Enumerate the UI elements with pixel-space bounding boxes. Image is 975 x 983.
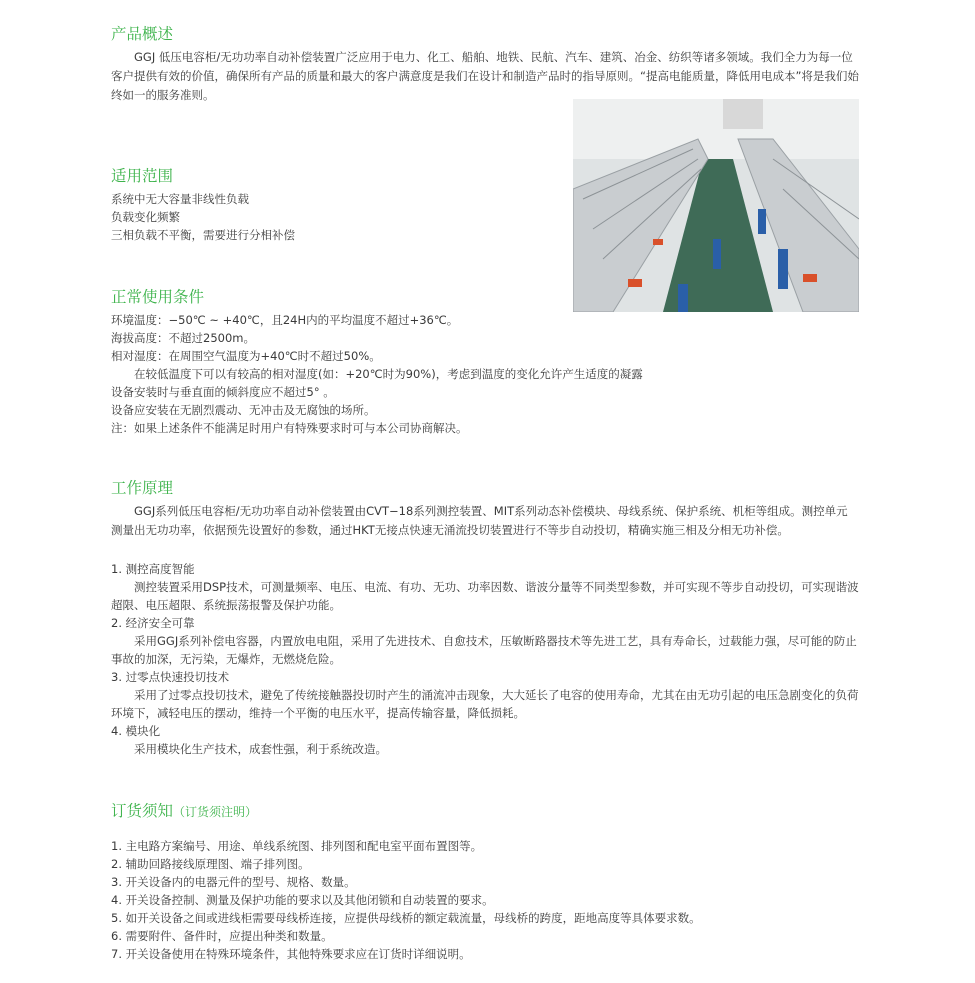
condition-item: 海拔高度：不超过2500m。 (111, 331, 255, 345)
ordering-item: 2. 辅助回路接线原理图、端子排列图。 (111, 857, 310, 871)
scope-item: 三相负载不平衡，需要进行分相补偿 (111, 228, 295, 242)
scope-item: 系统中无大容量非线性负载 (111, 192, 249, 206)
principle-intro (111, 502, 859, 540)
scope-list (111, 190, 859, 244)
ordering-item: 4. 开关设备控制、测量及保护功能的要求以及其他闭锁和自动装置的要求。 (111, 893, 494, 907)
ordering-item: 5. 如开关设备之间或进线柜需要母线桥连接，应提供母线桥的额定载流量，母线桥的跨度，距地高度等具体要求数。 (111, 911, 701, 925)
conditions-heading: 正常使用条件 (111, 288, 205, 306)
principle-features (111, 560, 859, 758)
ordering-title: 订货须知 (111, 802, 174, 820)
ordering-item: 3. 开关设备内的电器元件的型号、规格、数量。 (111, 875, 356, 889)
principle-heading: 工作原理 (111, 479, 174, 497)
ordering-list (111, 837, 859, 963)
condition-item: 设备应安装在无剧烈震动、无冲击及无腐蚀的场所。 (111, 403, 376, 417)
ordering-item: 7. 开关设备使用在特殊环境条件，其他特殊要求应在订货时详细说明。 (111, 947, 471, 961)
feature-text: 采用GGJ系列补偿电容器，内置放电电阻，采用了先进技术、自愈技术，压敏断路器技术等先进工艺，具有寿命长，过载能力强，尽可能的防止事故的加深，无污染，无爆炸，无燃烧危险。 (111, 634, 857, 666)
ordering-item: 1. 主电路方案编号、用途、单线系统图、排列图和配电室平面布置图等。 (111, 839, 483, 853)
feature-title: 3. 过零点快速投切技术 (111, 670, 230, 684)
condition-item: 环境温度：−50℃ ~ +40℃，且24H内的平均温度不超过+36℃。 (111, 313, 459, 327)
feature-text: 采用了过零点投切技术，避免了传统接触器投切时产生的涌流冲击现象，大大延长了电容的使用寿命，尤其在由无功引起的电压急剧变化的负荷环境下，减轻电压的摆动，维持一个平衡的电压水平，提高传输容量，降低损耗。 (111, 688, 859, 720)
feature-title: 4. 模块化 (111, 724, 161, 738)
feature-text: 采用模块化生产技术，成套性强，利于系统改造。 (134, 742, 387, 756)
overview-heading: 产品概述 (111, 25, 174, 43)
scope-item: 负载变化频繁 (111, 210, 180, 224)
scope-heading: 适用范围 (111, 167, 174, 185)
overview-text: GGJ 低压电容柜/无功功率自动补偿装置广泛应用于电力、化工、船舶、地铁、民航、汽车、建筑、冶金、纺织等诸多领域。我们全力为每一位客户提供有效的价值，确保所有产品的质量和最大的客户满意度是我们在设计和制造产品时的指导原则。“提高电能质量，降低用电成本”将是我们始终如一的服务准则。 (111, 50, 859, 102)
ordering-item: 6. 需要附件、备件时，应提出种类和数量。 (111, 929, 333, 943)
overview-section (111, 48, 859, 105)
feature-text: 测控装置采用DSP技术，可测量频率、电压、电流、有功、无功、功率因数、谐波分量等不同类型参数，并可实现不等步自动投切，可实现谐波超限、电压超限、系统振荡报警及保护功能。 (111, 580, 859, 612)
principle-intro-text: GGJ系列低压电容柜/无功功率自动补偿装置由CVT−18系列测控装置、MIT系列动态补偿模块、母线系统、保护系统、机柜等组成。测控单元测量出无功功率，依据预先设置好的参数，通过HKT无接点快速无涌流投切装置进行不等步自动投切，精确实施三相及分相无功补偿。 (111, 504, 848, 537)
ordering-subtitle: （订货须注明） (173, 805, 258, 819)
feature-title: 2. 经济安全可靠 (111, 616, 195, 630)
condition-item: 在较低温度下可以有较高的相对湿度(如：+20℃时为90%)，考虑到温度的变化允许产生适度的凝露 (134, 367, 643, 381)
condition-item: 相对湿度：在周围空气温度为+40℃时不超过50%。 (111, 349, 381, 363)
condition-item: 设备安装时与垂直面的倾斜度应不超过5° 。 (111, 385, 335, 399)
ordering-heading (111, 799, 257, 821)
feature-title: 1. 测控高度智能 (111, 562, 195, 576)
condition-item: 注：如果上述条件不能满足时用户有特殊要求时可与本公司协商解决。 (111, 421, 468, 435)
conditions-list (111, 311, 859, 437)
